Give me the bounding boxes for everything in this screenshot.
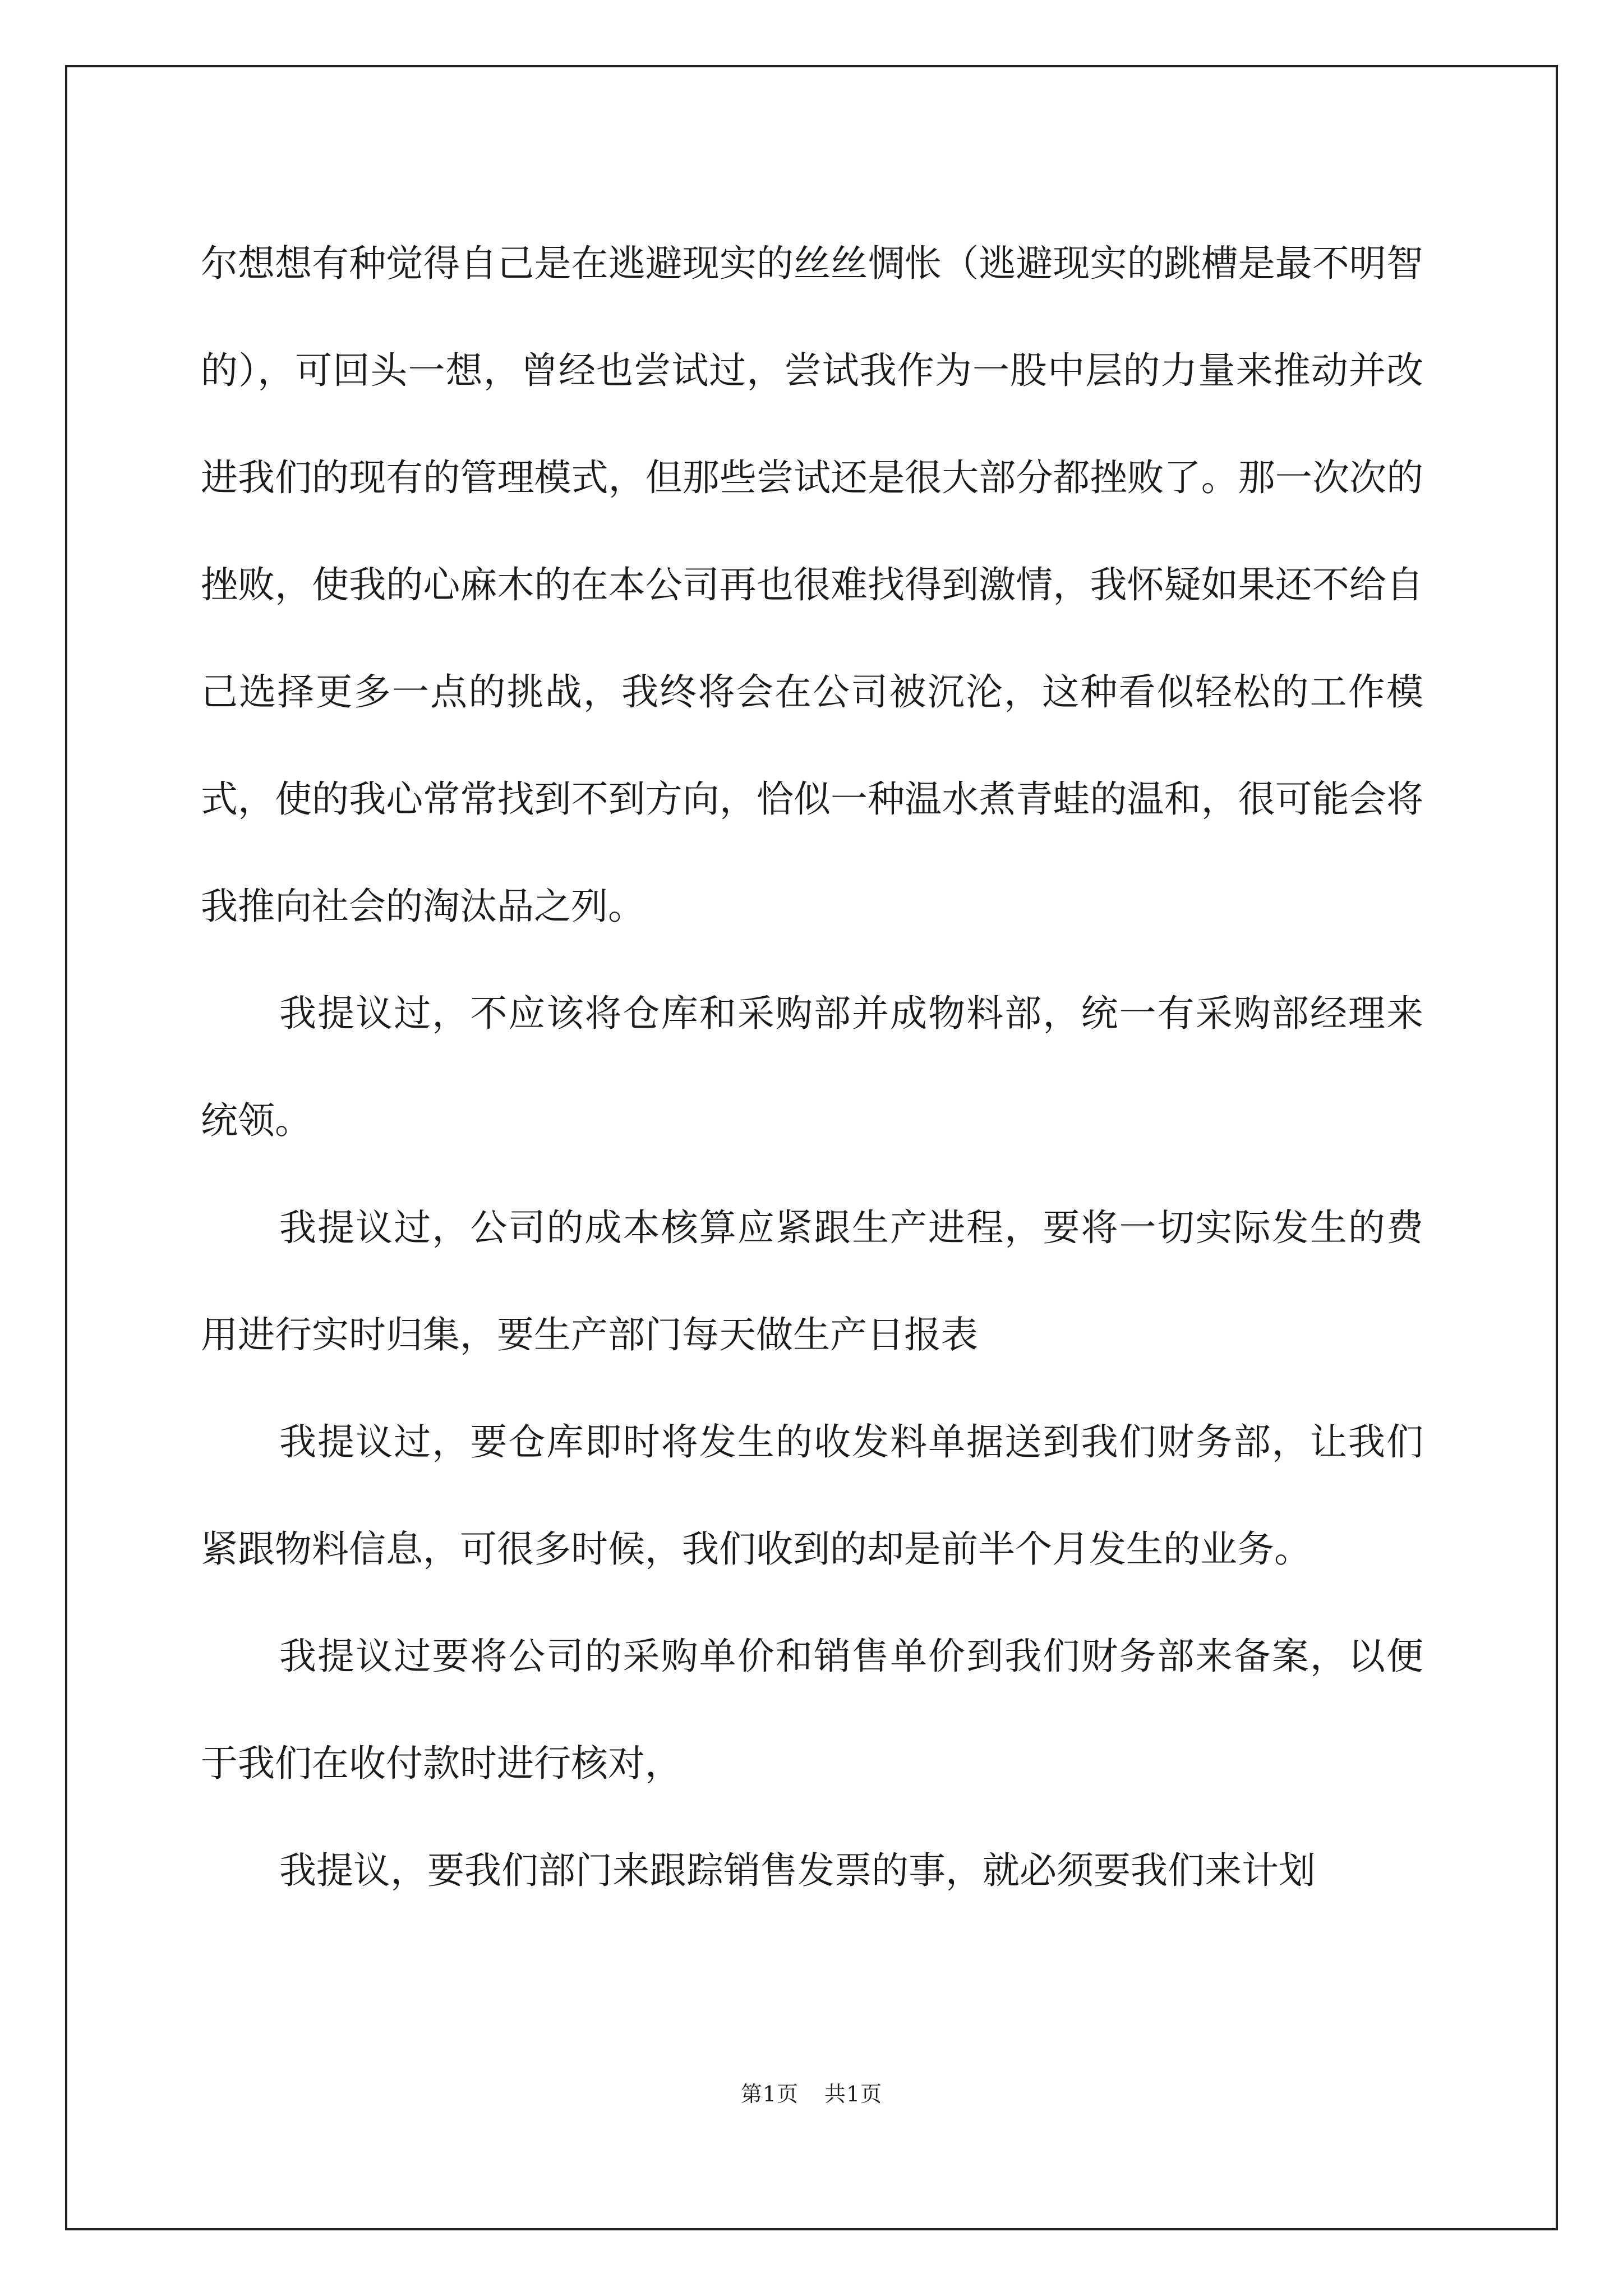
paragraph-2: 我提议过，不应该将仓库和采购部并成物料部，统一有采购部经理来统领。 bbox=[201, 992, 1423, 1142]
paragraph-4: 我提议过，要仓库即时将发生的收发料单据送到我们财务部，让我们紧跟物料信息，可很多时候，我们收到的却是前半个月发生的业务。 bbox=[201, 1420, 1423, 1571]
page-footer bbox=[0, 2077, 1623, 2108]
paragraph-5: 我提议过要将公司的采购单价和销售单价到我们财务部来备案，以便于我们在收付款时进行核对， bbox=[201, 1635, 1423, 1785]
paragraph-3: 我提议过，公司的成本核算应紧跟生产进程，要将一切实际发生的费用进行实时归集，要生产部门每天做生产日报表 bbox=[201, 1206, 1423, 1356]
document-body bbox=[201, 210, 1423, 1924]
page-total: 共1页 bbox=[824, 2082, 883, 2106]
paragraph-6: 我提议，要我们部门来跟踪销售发票的事，就必须要我们来计划 bbox=[279, 1849, 1316, 1892]
page-number: 第1页 bbox=[740, 2082, 799, 2106]
paragraph-1: 尔想想有种觉得自己是在逃避现实的丝丝惆怅（逃避现实的跳槽是最不明智的），可回头一想，曾经也尝试过，尝试我作为一股中层的力量来推动并改进我们的现有的管理模式，但那些尝试还是很大部分都挫败了。那一次次的挫败，使我的心麻木的在本公司再也很难找得到激情，我怀疑如果还不给自己选择更多一点的挑战，我终将会在公司被沉沦，这种看似轻松的工作模式，使的我心常常找到不到方向，恰似一种温水煮青蛙的温和，很可能会将我推向社会的淘汰品之列。 bbox=[201, 242, 1423, 928]
